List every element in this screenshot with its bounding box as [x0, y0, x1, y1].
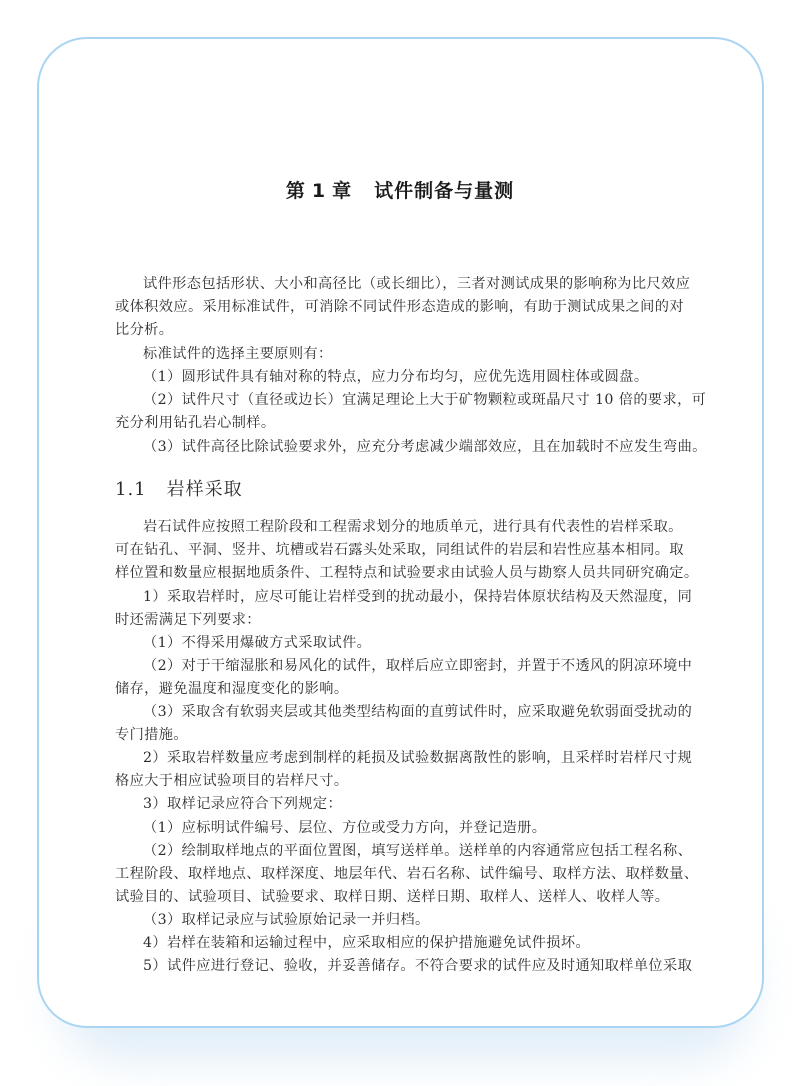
text-line: 4）岩样在装箱和运输过程中，应采取相应的保护措施避免试件损坏。	[143, 935, 591, 951]
text-line: 工程阶段、取样地点、取样深度、地层年代、岩石名称、试件编号、取样方法、取样数量、	[115, 866, 699, 882]
text-line: （2）试件尺寸（直径或边长）宜满足理论上大于矿物颗粒或斑晶尺寸 10 倍的要求，可	[143, 392, 707, 408]
text-line: （3）采取含有软弱夹层或其他类型结构面的直剪试件时，应采取避免软弱面受扰动的	[143, 704, 693, 720]
text-line: 充分利用钻孔岩心制样。	[115, 415, 276, 431]
text-line: （2）绘制取样地点的平面位置图，填写送样单。送样单的内容通常应包括工程名称、	[143, 843, 693, 859]
text-line: 1）采取岩样时，应尽可能让岩样受到的扰动最小，保持岩体原状结构及天然湿度，同	[143, 589, 693, 605]
text-line: 可在钻孔、平洞、竖井、坑槽或岩石露头处采取，同组试件的岩层和岩性应基本相同。取	[115, 542, 684, 558]
text-line: 储存，避免温度和湿度变化的影响。	[115, 681, 349, 697]
text-line: （1）应标明试件编号、层位、方位或受力方向，并登记造册。	[143, 820, 547, 836]
chapter-prefix: 第	[285, 180, 306, 202]
text-line: 比分析。	[115, 322, 174, 338]
text-line: 样位置和数量应根据地质条件、工程特点和试验要求由试验人员与勘察人员共同研究确定。	[115, 565, 699, 581]
text-line: 或体积效应。采用标准试件，可消除不同试件形态造成的影响，有助于测试成果之间的对	[115, 299, 684, 315]
text-line: 试件形态包括形状、大小和高径比（或长细比），三者对测试成果的影响称为比尺效应	[143, 276, 691, 292]
text-line: （2）对于干缩湿胀和易风化的试件，取样后应立即密封，并置于不透风的阴凉环境中	[143, 658, 693, 674]
text-line: （1）不得采用爆破方式采取试件。	[143, 635, 372, 651]
text-line: 专门措施。	[115, 727, 188, 743]
chapter-title	[0, 176, 800, 203]
text-line: 岩石试件应按照工程阶段和工程需求划分的地质单元，进行具有代表性的岩样采取。	[143, 519, 683, 535]
text-line: （1）圆形试件具有轴对称的特点，应力分布均匀，应优先选用圆柱体或圆盘。	[143, 369, 649, 385]
text-line: （3）取样记录应与试验原始记录一并归档。	[143, 912, 430, 928]
text-line: 时还需满足下列要求：	[115, 612, 261, 628]
section-number: 1.1	[115, 479, 147, 500]
text-line: 试验目的、试验项目、试验要求、取样日期、送样日期、取样人、送样人、收样人等。	[115, 889, 670, 905]
text-line: 2）采取岩样数量应考虑到制样的耗损及试验数据离散性的影响，且采样时岩样尺寸规	[143, 750, 693, 766]
section-title: 岩样采取	[166, 479, 243, 500]
section-heading	[115, 475, 243, 501]
chapter-suffix: 章	[332, 180, 353, 202]
text-line: 标准试件的选择主要原则有：	[143, 346, 333, 362]
text-line: 格应大于相应试验项目的岩样尺寸。	[115, 773, 349, 789]
text-line: （3）试件高径比除试验要求外，应充分考虑减少端部效应，且在加载时不应发生弯曲。	[143, 439, 707, 455]
text-line: 3）取样记录应符合下列规定：	[143, 796, 343, 812]
chapter-number: 1	[311, 180, 327, 202]
text-line: 5）试件应进行登记、验收，并妥善储存。不符合要求的试件应及时通知取样单位采取	[143, 958, 693, 974]
chapter-name: 试件制备与量测	[374, 180, 515, 202]
